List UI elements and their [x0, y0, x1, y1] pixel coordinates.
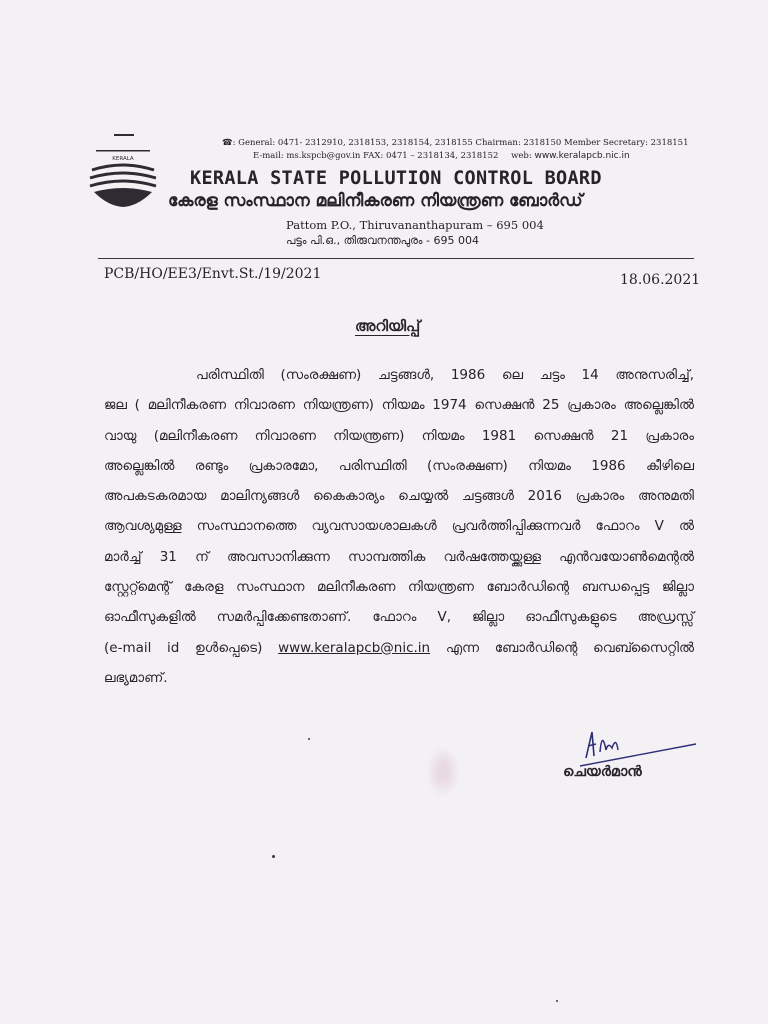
web-label: web:: [511, 151, 532, 161]
body-line: ലഭ്യമാണ്.: [104, 669, 168, 686]
address-malayalam: പട്ടം പി.ഒ., തിരുവനന്തപുരം - 695 004: [286, 234, 479, 247]
signatory-designation: ചെയർമാൻ: [563, 764, 642, 780]
contact-email-fax: [253, 151, 630, 161]
body-line-with-link: [104, 633, 694, 663]
contact-phones: ☎: General: 0471- 2312910, 2318153, 2318154, 2318155 Chairman: 2318150 Member Secretary: 2318151: [222, 138, 689, 148]
org-name-malayalam: കേരള സംസ്ഥാന മലിനീകരണ നിയന്ത്രണ ബോർഡ്: [168, 191, 583, 211]
reference-number: PCB/HO/EE3/Envt.St./19/2021: [104, 266, 322, 282]
body-line: മാർച്ച് 31 ന് അവസാനിക്കുന്ന സാമ്പത്തിക വർഷത്തേയ്ക്കുള്ള എൻവയോൺമെന്റൽ: [104, 548, 694, 565]
body-line: വായു (മലിനീകരണ നിവാരണ നിയന്ത്രണ) നിയമം 1981 സെക്ഷൻ 21 പ്രകാരം: [104, 427, 694, 444]
body-line: ആവശ്യമുള്ള സംസ്ഥാനത്തെ വ്യവസായശാലകൾ പ്രവർത്തിപ്പിക്കുന്നവർ ഫോറം V ൽ: [104, 518, 694, 535]
notice-heading: അറിയിപ്പ്: [355, 317, 421, 335]
email-id-note: (e-mail id ഉൾപ്പെടെ): [104, 639, 263, 656]
org-name-english: KERALA STATE POLLUTION CONTROL BOARD: [190, 168, 602, 189]
letterhead-divider: [98, 258, 694, 259]
faint-stamp: [426, 746, 460, 798]
paper-speck: [556, 1000, 558, 1002]
website-link[interactable]: www.keralapcb.nic.in: [534, 151, 630, 161]
body-line: ജല ( മലിനീകരണ നിവാരണ നിയന്ത്രണ) നിയമം 1974 സെക്ഷൻ 25 പ്രകാരം അല്ലെങ്കിൽ: [104, 397, 694, 414]
address-english: Pattom P.O., Thiruvananthapuram – 695 004: [286, 218, 544, 232]
body-line: സ്റ്റേറ്റ്മെന്റ് കേരള സംസ്ഥാന മലിനീകരണ നിയന്ത്രണ ബോർഡിന്റെ ബന്ധപ്പെട്ട ജില്ലാ: [104, 579, 694, 596]
kspcb-logo: [86, 130, 158, 210]
paper-speck: [308, 738, 310, 740]
body-line: അപകടകരമായ മാലിന്യങ്ങൾ കൈകാര്യം ചെയ്യൽ ചട്ടങ്ങൾ 2016 പ്രകാരം അനുമതി: [104, 488, 694, 505]
paper-speck: [272, 855, 275, 858]
notice-date: 18.06.2021: [620, 272, 701, 288]
board-website-link[interactable]: www.keralapcb@nic.in: [278, 639, 431, 656]
body-line: ഓഫീസുകളിൽ സമർപ്പിക്കേണ്ടതാണ്. ഫോറം V, ജില്ലാ ഓഫീസുകളുടെ അഡ്രസ്സ്: [104, 609, 694, 626]
website-note: എന്ന ബോർഡിന്റെ വെബ്സൈറ്റിൽ: [445, 639, 695, 656]
notice-body: [104, 360, 694, 693]
email-fax: E-mail: ms.kspcb@gov.in FAX: 0471 – 2318134, 2318152: [253, 151, 499, 161]
body-line: പരിസ്ഥിതി (സംരക്ഷണ) ചട്ടങ്ങൾ, 1986 ലെ ചട്ടം 14 അനുസരിച്ച്,: [196, 367, 694, 383]
logo-text: KERALA: [112, 156, 134, 162]
body-line: അല്ലെങ്കിൽ രണ്ടും പ്രകാരമോ, പരിസ്ഥിതി (സംരക്ഷണ) നിയമം 1986 കീഴിലെ: [104, 457, 694, 474]
